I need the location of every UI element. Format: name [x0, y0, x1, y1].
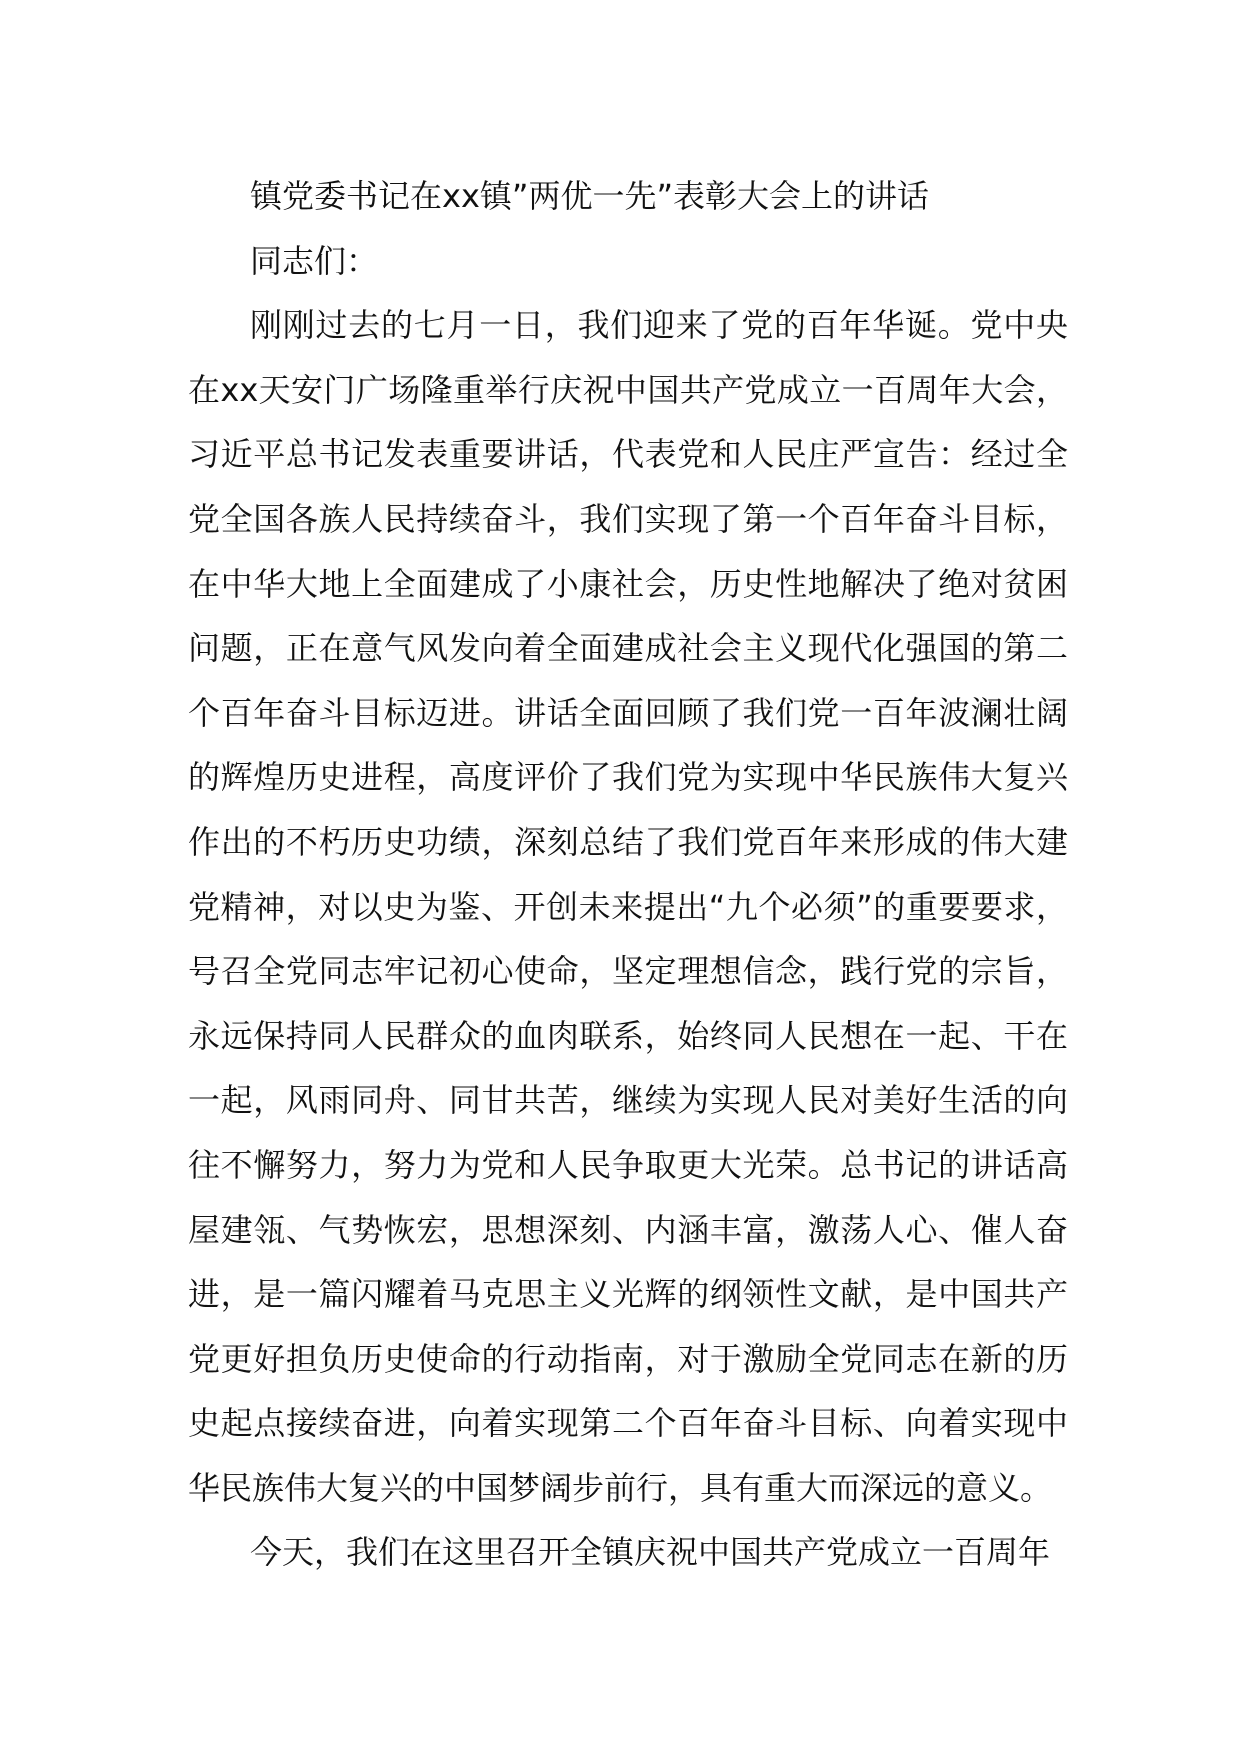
document-body: [188, 164, 1068, 1585]
salutation: 同志们：: [250, 241, 379, 280]
paragraph-1: 刚刚过去的七月一日，我们迎来了党的百年华诞。党中央在xx天安门广场隆重举行庆祝中国共产党成立一百周年大会，习近平总书记发表重要讲话，代表党和人民庄严宣告：经过全党全国各族人民持续奋斗，我们实现了第一个百年奋斗目标，在中华大地上全面建成了小康社会，历史性地解决了绝对贫困问题，正在意气风发向着全面建成社会主义现代化强国的第二个百年奋斗目标迈进。讲话全面回顾了我们党一百年波澜壮阔的辉煌历史进程，高度评价了我们党为实现中华民族伟大复兴作出的不朽历史功绩，深刻总结了我们党百年来形成的伟大建党精神，对以史为鉴、开创未来提出“九个必须”的重要要求，号召全党同志牢记初心使命，坚定理想信念，践行党的宗旨，永远保持同人民群众的血肉联系，始终同人民想在一起、干在一起，风雨同舟、同甘共苦，继续为实现人民对美好生活的向往不懈努力，努力为党和人民争取更大光荣。总书记的讲话高屋建瓴、气势恢宏，思想深刻、内涵丰富，激荡人心、催人奋进，是一篇闪耀着马克思主义光辉的纲领性文献，是中国共产党更好担负历史使命的行动指南，对于激励全党同志在新的历史起点接续奋进，向着实现第二个百年奋斗目标、向着实现中华民族伟大复兴的中国梦阔步前行，具有重大而深远的意义。: [188, 306, 1068, 1507]
paragraph-2: 今天，我们在这里召开全镇庆祝中国共产党成立一百周年: [250, 1533, 1051, 1572]
document-title: 镇党委书记在xx镇”两优一先”表彰大会上的讲话: [250, 177, 930, 215]
